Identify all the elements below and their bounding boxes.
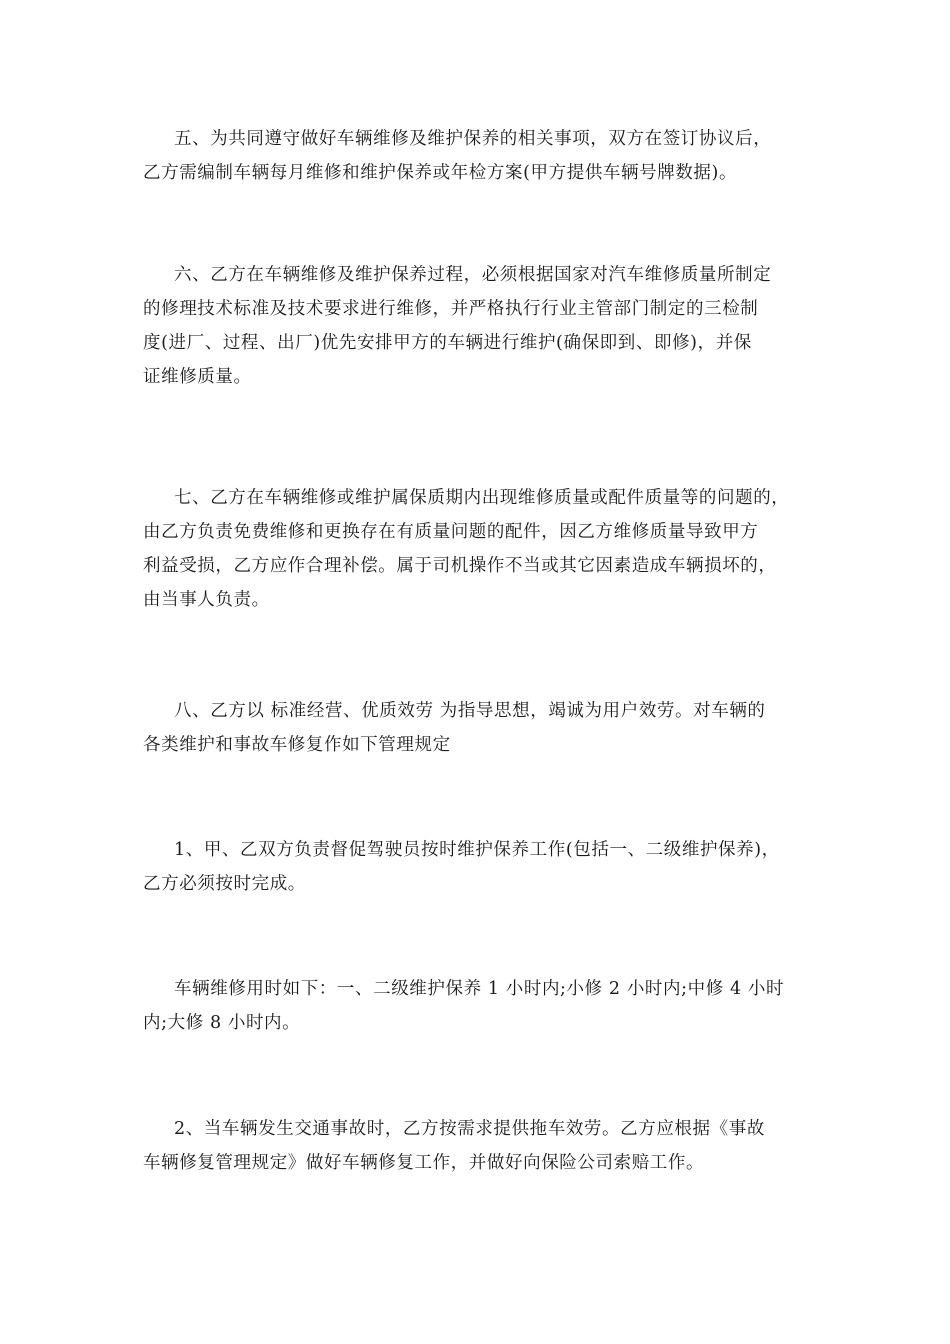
paragraph-line: 由乙方负责免费维修和更换存在有质量问题的配件，因乙方维修质量导致甲方 [143, 522, 759, 542]
paragraph-line: 利益受损，乙方应作合理补偿。属于司机操作不当或其它因素造成车辆损坏的， [143, 556, 777, 576]
paragraph-8-item-2 [143, 1112, 823, 1180]
paragraph-8 [143, 694, 823, 762]
paragraph-line: 2、当车辆发生交通事故时，乙方按需求提供拖车效劳。乙方应根据《事故 [174, 1119, 765, 1139]
paragraph-line: 车辆维修用时如下：一、二级维护保养 1 小时内;小修 2 小时内;中修 4 小时 [174, 979, 785, 999]
paragraph-line: 乙方需编制车辆每月维修和维护保养或年检方案(甲方提供车辆号牌数据)。 [143, 163, 738, 183]
paragraph-5 [143, 122, 823, 190]
paragraph-line: 乙方必须按时完成。 [143, 874, 306, 894]
paragraph-line: 证维修质量。 [143, 367, 252, 387]
paragraph-line: 六、乙方在车辆维修及维护保养过程，必须根据国家对汽车维修质量所制定 [174, 265, 772, 285]
paragraph-line: 1、甲、乙双方负责督促驾驶员按时维护保养工作(包括一、二级维护保养)， [174, 840, 780, 860]
paragraph-line: 八、乙方以 标准经营、优质效劳 为指导思想，竭诚为用户效劳。对车辆的 [174, 701, 766, 721]
paragraph-line: 内;大修 8 小时内。 [143, 1013, 301, 1033]
paragraph-6 [143, 258, 823, 394]
paragraph-repair-times [143, 972, 823, 1040]
paragraph-line: 七、乙方在车辆维修或维护属保质期内出现维修质量或配件质量等的问题的， [174, 488, 790, 508]
paragraph-line: 度(进厂、过程、出厂)优先安排甲方的车辆进行维护(确保即到、即修)，并保 [143, 333, 752, 353]
paragraph-line: 的修理技术标准及技术要求进行维修，并严格执行行业主管部门制定的三检制 [143, 299, 759, 319]
paragraph-8-item-1 [143, 833, 823, 901]
paragraph-line: 车辆修复管理规定》做好车辆修复工作，并做好向保险公司索赔工作。 [143, 1153, 705, 1173]
paragraph-line: 各类维护和事故车修复作如下管理规定 [143, 735, 451, 755]
paragraph-7 [143, 481, 823, 617]
paragraph-line: 五、为共同遵守做好车辆维修及维护保养的相关事项，双方在签订协议后， [174, 129, 772, 149]
paragraph-line: 由当事人负责。 [143, 590, 270, 610]
